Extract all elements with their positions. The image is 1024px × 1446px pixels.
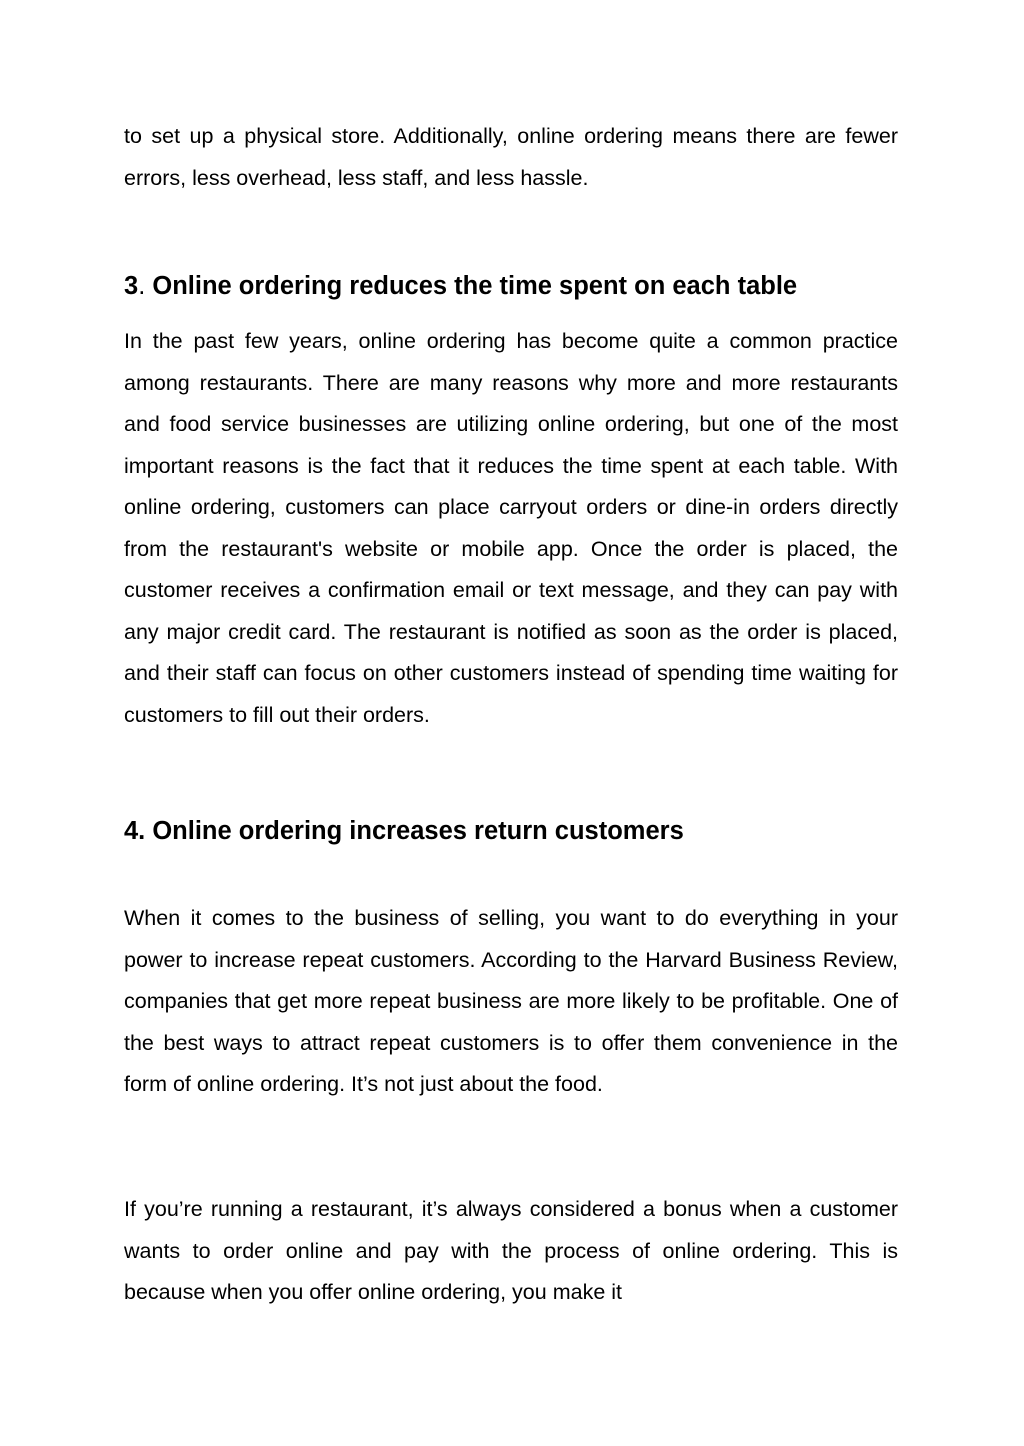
section-3-separator: . xyxy=(138,272,146,300)
section-4-heading: 4. Online ordering increases return customers xyxy=(124,817,684,845)
section-3-number: 3 xyxy=(124,272,139,300)
section-3-title: Online ordering reduces the time spent on each table xyxy=(145,272,798,300)
section-3-paragraph: In the past few years, online ordering has become quite a common practice among restaurants. There are many reasons why more and more restaurants and food service businesses are utilizing online ordering, but one of the most important reasons is the fact that it reduces the time spent at each table. With online ordering, customers can place carryout orders or dine-in orders directly from the restaurant's website or mobile app. Once the order is placed, the customer receives a confirmation email or text message, and they can pay with any major credit card. The restaurant is notified as soon as the order is placed, and their staff can focus on other customers instead of spending time waiting for customers to fill out their orders. xyxy=(124,329,898,727)
section-3-heading xyxy=(124,268,898,304)
section-4-paragraph-1: When it comes to the business of selling, you want to do everything in your power to increase repeat customers. According to the Harvard Business Review, companies that get more repeat business are more likely to be profitable. One of the best ways to attract repeat customers is to offer them convenience in the form of online ordering. It’s not just about the food. xyxy=(124,906,898,1096)
intro-paragraph: to set up a physical store. Additionally, online ordering means there are fewer errors, less overhead, less staff, and less hassle. xyxy=(124,124,898,190)
section-4-paragraph-2: If you’re running a restaurant, it’s always considered a bonus when a customer wants to order online and pay with the process of online ordering. This is because when you offer online ordering, you make it xyxy=(124,1197,898,1304)
